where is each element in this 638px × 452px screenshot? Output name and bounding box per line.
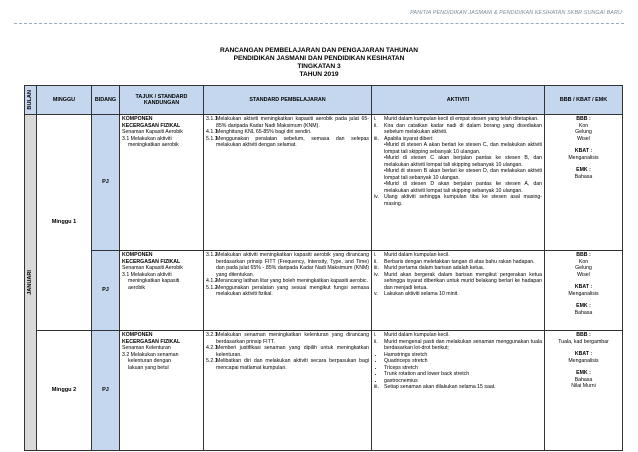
tajuk-cell: KOMPONEN KECERGASAN FIZIKAL Senaman Kelenturan 3.2 Melakukan senaman kelenturan dengan lakuan yang betul	[120, 331, 204, 451]
bidang-cell: PJ	[92, 251, 120, 331]
list-item: • Trunk rotation and lower back stretch	[384, 371, 542, 378]
sp-cell: 3.1.2 Melakukan aktiviti meningkatkan kapasiti aerobik yang dirancang berdasarkan prinsip FITT (Frequency, Intensity, Type, and Time) dan pada julat 65% - 85% daripada Kadar Nadi Maksimum (KNM) yang ditentukan. 4.1.2 Merancang latihan litar yang boleh meningkatkan kapasiti aerobic. 5.1.2 Menggunakan peralatan yang sesuai mengikut fungsi semasa melakukan aktiviti fizikal.	[204, 251, 372, 331]
col-header-bulan: BULAN	[25, 86, 37, 115]
list-item: • gastrocnemius	[384, 378, 542, 385]
bbb-cell: BBB : Kon Gelung Wisel KBAT : Menganalisis EMK : Bahasa	[545, 251, 623, 331]
bbb-cell: BBB : Kon Gelung Wisel KBAT : Menganalisis EMK : Bahasa	[545, 115, 623, 251]
sp-cell: 3.2.1 Melakukan senaman meningkatkan kelenturan yang dirancang berdasarkan prinsip FITT. 4.2.1 Memberi justifikasi senaman yang dipilih untuk meningkatkan kelenturan. 5.2.1 Melibatkan diri dan melakukan aktiviti secara berpasukan bagi mencapai matlamat kumpulan.	[204, 331, 372, 451]
month-label: JANUARI	[27, 270, 34, 295]
doc-title-line2: PENDIDIKAN JASMANI DAN PENDIDIKAN KESIHATAN	[233, 55, 405, 62]
aktiviti-cell: i. Murid dalam kumpulan kecil. ii. Berbaris dengan meletakkan tangan di atas bahu rakan hadapan. iii. Murid pertama dalam barisan adalah ketua. iv. Murid akan bergerak dalam barisan mengikut pergerakan ketua sehingga isyarat diberikan untuk murid belakang berlari ke hadapan dan menjadi ketua. v. Lakukan aktiviti selama 10 minit.	[372, 251, 545, 331]
doc-title-line1: RANCANGAN PEMBELAJARAN DAN PENGAJARAN TAHUNAN	[219, 47, 419, 54]
table-row	[25, 251, 623, 331]
header-note: PANITIA PENDIDIKAN JASMANI & PENDIDIKAN KESIHATAN SKBR SUNGAI BARU	[410, 10, 622, 16]
list-item: • Triceps stretch	[384, 365, 542, 372]
header-divider	[14, 23, 624, 24]
col-header-minggu: MINGGU	[37, 86, 92, 115]
doc-title-line3: TINGKATAN 3	[297, 63, 341, 70]
bbb-cell: BBB : Tuala, kad bergambar KBAT : Menganalisis EMK : Bahasa Nilai Murni	[545, 331, 623, 451]
tajuk-cell: KOMPONEN KECERGASAN FIZIKAL Senaman Kapasiti Aerobik 3.1 Melakukan aktiviti meningkatkan kapasiti aerobik	[120, 251, 204, 331]
tajuk-cell: KOMPONEN KECERGASAN FIZIKAL Senaman Kapasiti Aerobik 3.1 Melakukan aktiviti meningkatkan aerobik	[120, 115, 204, 251]
col-header-tajuk: TAJUK / STANDARD KANDUNGAN	[120, 86, 204, 115]
col-header-bidang: BIDANG	[92, 86, 120, 115]
sp-cell: 3.1.1 Melakukan aktiviti meningkatkan kapasiti aerobik pada julat 65-85% daripada Kadar Nadi Maksimum (KNM). 4.1.1 Menghitung KNL 65-85% bagi diri sendiri. 5.1.1 Menggunakan peralatan sebelum, semasa dan selepas melakukan aktiviti dengan selamat.	[204, 115, 372, 251]
col-header-bbb: BBB / KBAT / EMK	[545, 86, 623, 115]
list-item: • Hamstrings stretch	[384, 352, 542, 359]
col-header-sp: STANDARD PEMBELAJARAN	[204, 86, 372, 115]
aktiviti-cell: i. Murid dalam kumpulan kecil di empat stesen yang telah ditetapkan. ii. Kira dan catatkan kadar nadi di dalam borang yang disediakan sebelum melakukan aktiviti. iii. Apabila isyarat diberi: •Murid di stesen A akan berlari ke stesen C, dan melakukan aktiviti lompat tali skipping sebanyak 10 ulangan. •Murid di stesen C akan berjalan pantas ke stesen B, dan melakukan aktiviti lompat tali skipping sebanyak 10 ulangan. •Murid di stesen B akan berlari ke stesen D, dan melakukan aktiviti lompat tali sebanyak 10 ulangan. •Murid di stesen D akan berjalan pantas ke stesen A, dan melakukan aktiviti lompat tali skipping sebanyak 10 ulangan. iv. Ulang aktiviti sehingga kumpulan tiba ke stesen asal masing-masing.	[372, 115, 545, 251]
bidang-cell: PJ	[92, 331, 120, 451]
table-row	[25, 331, 623, 451]
aktiviti-cell: i. Murid dalam kumpulan kecil. ii. Murid mengenal pasti dan melakukan senaman menggunakan tuala berdasarkan lot-drot berikut; • Hamstrings stretch • Quadriceps stretch • Triceps stretch • Trunk rotation and lower back stretch • gastrocnemius iii. Setiap senaman akan dilakukan selama 15 saat.	[372, 331, 545, 451]
month-cell	[25, 115, 37, 451]
doc-title-line4: TAHUN 2019	[299, 71, 339, 78]
bidang-cell: PJ	[92, 115, 120, 251]
table-row	[25, 115, 623, 251]
week-cell: Minggu 1	[37, 115, 92, 331]
plan-table	[24, 85, 623, 451]
col-header-aktiviti: AKTIVITI	[372, 86, 545, 115]
table-header-row	[25, 86, 623, 115]
week-cell: Minggu 2	[37, 331, 92, 451]
stretch-list	[374, 352, 542, 385]
list-item: • Quadriceps stretch	[384, 358, 542, 365]
